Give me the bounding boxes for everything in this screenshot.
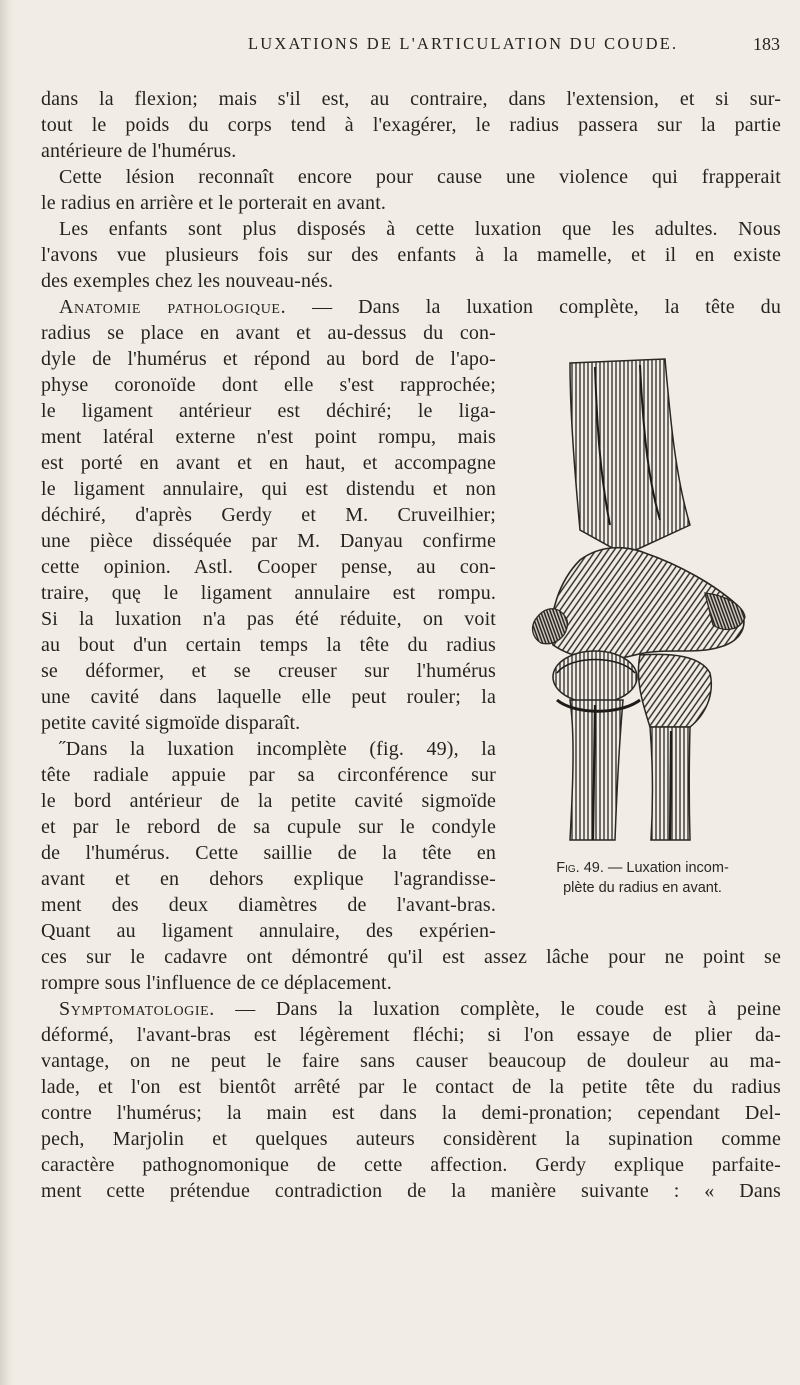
text-line: Quant au ligament annulaire, des expérien- [41,920,496,942]
text-span: — Dans la luxation complète, la tête du [286,296,781,318]
text-line: le bord antérieur de la petite cavité sigmoïde [41,790,496,812]
elbow-luxation-engraving [475,355,760,855]
text-line: déchiré, d'après Gerdy et M. Cruveilhier; [41,504,496,526]
text-line: Si la luxation n'a pas été réduite, on voit [41,608,496,630]
text-line: se déformer, et se creuser sur l'humérus [41,660,496,682]
text-line: une cavité dans laquelle elle peut rouler; la [41,686,496,708]
text-line: pech, Marjolin et quelques auteurs considèrent la supination comme [41,1128,781,1150]
text-line: ces sur le cadavre ont démontré qu'il est assez lâche pour ne point se [41,946,781,968]
text-line: petite cavité sigmoïde disparaît. [41,712,301,734]
text-line: radius se place en avant et au-dessus du con- [41,322,496,344]
text-line: tout le poids du corps tend à l'exagérer, le radius passera sur la partie [41,114,781,136]
caption-text: — Luxation incom- [603,860,729,876]
text-line: physe coronoïde dont elle s'est rapprochée; [41,374,496,396]
text-line: ment des deux diamètres de l'avant-bras. [41,894,496,916]
text-line: déformé, l'avant-bras est légèrement fléchi; si l'on essaye de plier da- [41,1024,781,1046]
text-line: tête radiale appuie par sa circonférence sur [41,764,496,786]
caption-line-2: plète du radius en avant. [563,880,722,896]
text-line: vantage, on ne peut le faire sans causer beaucoup de douleur au ma- [41,1050,781,1072]
text-line: au bout d'un certain temps la tête du radius [41,634,496,656]
figure-caption [510,858,775,898]
section-heading-line [59,996,781,1022]
section-heading-line [59,294,781,320]
text-line: dans la flexion; mais s'il est, au contraire, dans l'extension, et si sur- [41,88,781,110]
text-line: lade, et l'on est bientôt arrêté par le contact de la petite tête du radius [41,1076,781,1098]
caption-line-1 [510,858,775,878]
text-line: ment cette prétendue contradiction de la manière suivante : « Dans [41,1180,781,1202]
text-line: le ligament annulaire, qui est distendu et non [41,478,496,500]
text-line: est porté en avant et en haut, et accompagne [41,452,496,474]
text-line: des exemples chez les nouveau-nés. [41,270,334,292]
text-line: caractère pathognomonique de cette affection. Gerdy explique parfaite- [41,1154,781,1176]
text-line: cette opinion. Astl. Cooper pense, au con- [41,556,496,578]
page-number: 183 [753,34,780,54]
text-line: une pièce disséquée par M. Danyau confirme [41,530,496,552]
text-line: dyle de l'humérus et répond au bord de l'apo- [41,348,496,370]
text-line: Cette lésion reconnaît encore pour cause une violence qui frapperait [59,166,781,188]
text-line: et par le rebord de sa cupule sur le condyle [41,816,496,838]
section-heading-symptomatologie: Symptomatologie. [59,998,215,1020]
figure-number: Fig. 49. [556,860,604,876]
text-span: — Dans la luxation complète, le coude est à peine [214,998,781,1020]
text-line: de l'humérus. Cette saillie de la tête en [41,842,496,864]
text-line: ˝Dans la luxation incomplète (fig. 49), la [59,738,496,760]
text-line: Les enfants sont plus disposés à cette luxation que les adultes. Nous [59,218,781,240]
text-line: le ligament antérieur est déchiré; le liga- [41,400,496,422]
text-line: ment latéral externe n'est point rompu, mais [41,426,496,448]
text-line: rompre sous l'influence de ce déplacement. [41,972,392,994]
text-line: le radius en arrière et le porterait en avant. [41,192,387,214]
section-heading-anatomie: Anatomie pathologique. [59,296,287,318]
text-line: contre l'humérus; la main est dans la demi-pronation; cependant Del- [41,1102,781,1124]
text-line: antérieure de l'humérus. [41,140,237,162]
text-line: avant et en dehors explique l'agrandisse- [41,868,496,890]
text-line: l'avons vue plusieurs fois sur des enfants à la mamelle, et il en existe [41,244,781,266]
page-edge-shadow [0,0,14,1385]
text-line: traire, quę le ligament annulaire est rompu. [41,582,496,604]
running-title: LUXATIONS DE L'ARTICULATION DU COUDE. [248,34,679,53]
